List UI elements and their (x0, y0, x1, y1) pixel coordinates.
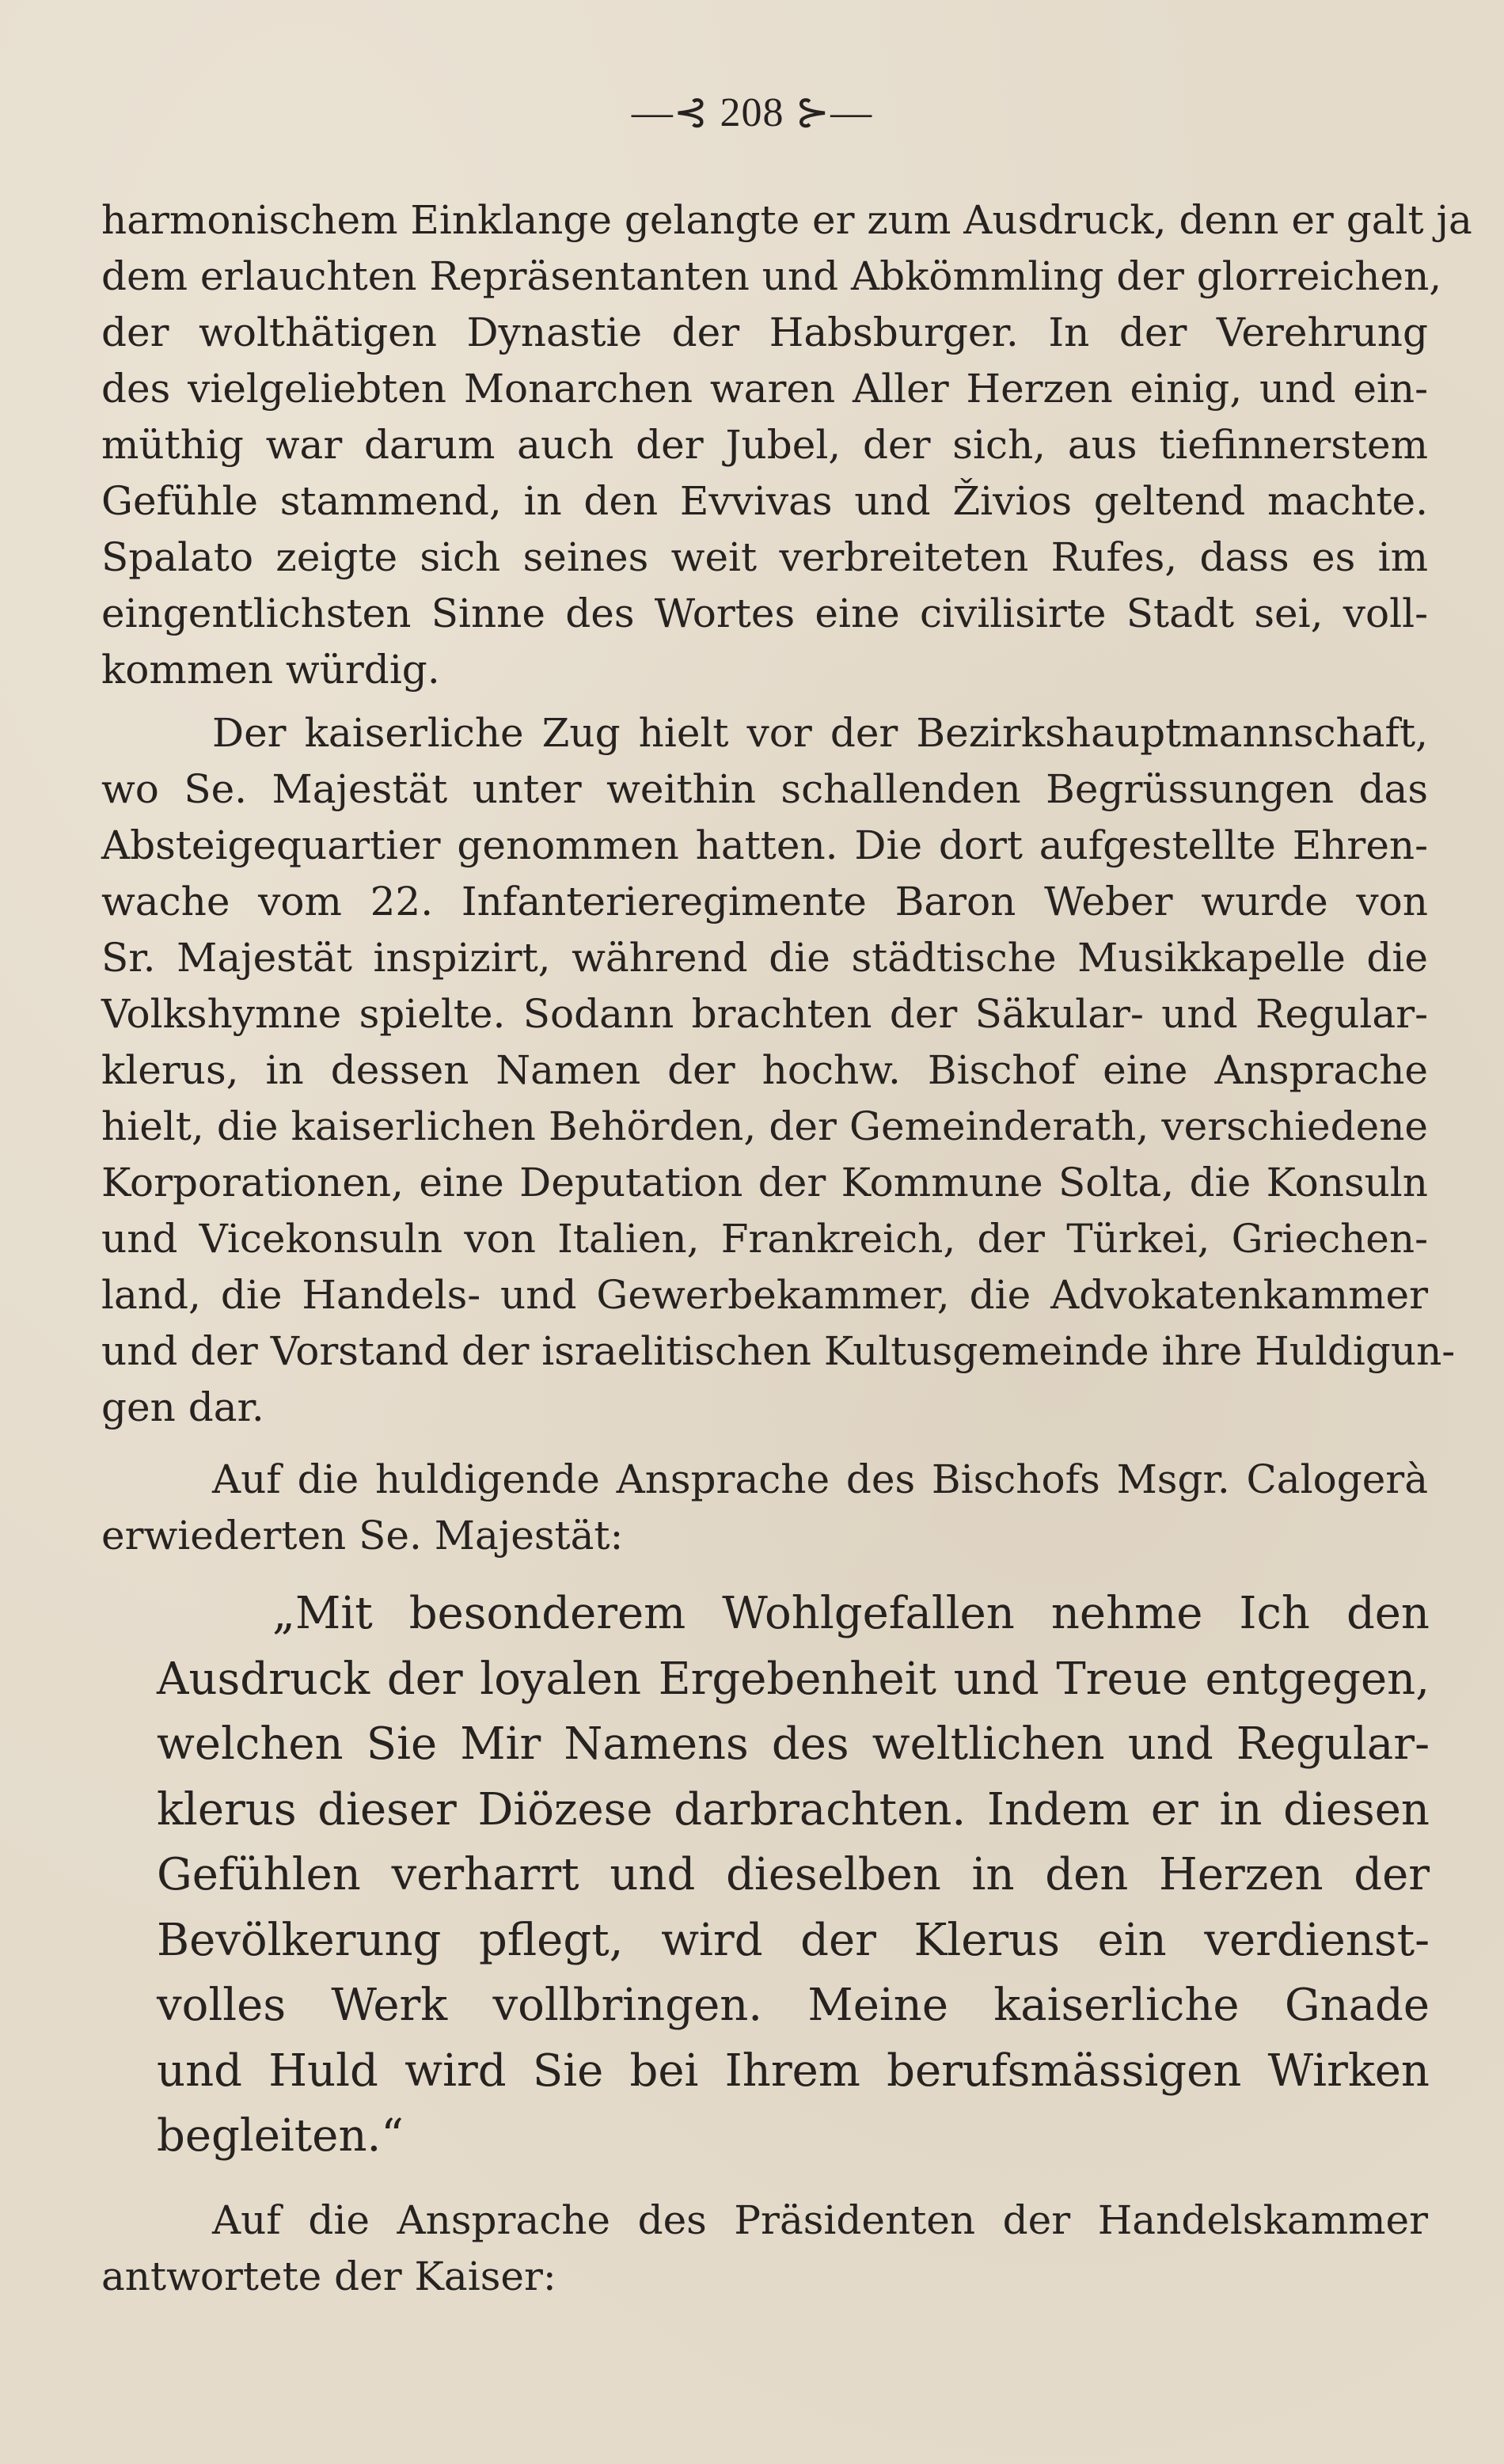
text-line: Sr. Majestät inspizirt, während die städtische Musikkapelle die (101, 935, 1428, 981)
text-line: antwortete der Kaiser: (101, 2253, 556, 2299)
quote-line: Bevölkerung pflegt, wird der Klerus ein verdienst- (157, 1914, 1430, 1966)
text-line: Der kaiserliche Zug hielt vor der Bezirkshauptmannschaft, (212, 710, 1428, 756)
quoted-speech (157, 1581, 1430, 2170)
text-line: und Vicekonsuln von Italien, Frankreich, der Türkei, Griechen- (101, 1216, 1428, 1262)
text-line: wo Se. Majestät unter weithin schallenden Begrüssungen das (101, 766, 1428, 812)
text-line: Gefühle stammend, in den Evvivas und Živios geltend machte. (101, 478, 1428, 524)
text-line: harmonischem Einklange gelangte er zum Ausdruck, denn er galt ja (101, 197, 1472, 243)
text-line: kommen würdig. (101, 647, 440, 693)
text-line: der wolthätigen Dynastie der Habsburger. In der Verehrung (101, 309, 1428, 355)
text-line: Auf die huldigende Ansprache des Bischofs Msgr. Calogerà (212, 1456, 1428, 1502)
page-number: —⊰ 208 ⊱— (631, 90, 873, 135)
quote-line: begleiten.“ (157, 2110, 404, 2162)
text-line: müthig war darum auch der Jubel, der sich, aus tiefinnerstem (101, 422, 1428, 468)
paragraph-5 (101, 2193, 1428, 2305)
text-line: gen dar. (101, 1384, 264, 1430)
text-line: land, die Handels- und Gewerbekammer, die Advokatenkammer (101, 1272, 1428, 1318)
text-line: und der Vorstand der israelitischen Kultusgemeinde ihre Huldigun- (101, 1328, 1456, 1374)
text-line: Absteigequartier genommen hatten. Die dort aufgestellte Ehren- (101, 822, 1428, 868)
text-line: erwiederten Se. Majestät: (101, 1513, 624, 1559)
text-line: dem erlauchten Repräsentanten und Abkömmling der glorreichen, (101, 253, 1442, 299)
quote-line: klerus dieser Diözese darbrachten. Indem er in diesen (157, 1783, 1430, 1836)
text-line: Korporationen, eine Deputation der Kommune Solta, die Konsuln (101, 1160, 1428, 1205)
text-line: klerus, in dessen Namen der hochw. Bischof eine Ansprache (101, 1047, 1428, 1093)
text-line: eingentlichsten Sinne des Wortes eine civilisirte Stadt sei, voll- (101, 590, 1428, 636)
quote-line: volles Werk vollbringen. Meine kaiserliche Gnade (157, 1980, 1430, 2031)
paragraph-1 (101, 192, 1472, 698)
quote-line: und Huld wird Sie bei Ihrem berufsmässigen Wirken (157, 2044, 1430, 2097)
quote-line: Gefühlen verharrt und dieselben in den Herzen der (157, 1849, 1430, 1900)
text-line: Auf die Ansprache des Präsidenten der Handelskammer (212, 2197, 1428, 2243)
quote-line: „Mit besonderem Wohlgefallen nehme Ich den (272, 1588, 1430, 1639)
text-line: Spalato zeigte sich seines weit verbreiteten Rufes, dass es im (101, 534, 1428, 580)
text-line: des vielgeliebten Monarchen waren Aller Herzen einig, und ein- (101, 366, 1428, 412)
quote-line: Ausdruck der loyalen Ergebenheit und Treue entgegen, (157, 1653, 1430, 1705)
text-line: Volkshymne spielte. Sodann brachten der Säkular- und Regular- (101, 991, 1428, 1037)
text-line: hielt, die kaiserlichen Behörden, der Gemeinderath, verschiedene (101, 1103, 1428, 1149)
quote-line: welchen Sie Mir Namens des weltlichen und Regular- (157, 1718, 1430, 1770)
paragraph-3 (101, 1452, 1428, 1564)
text-line: wache vom 22. Infanterieregimente Baron Weber wurde von (101, 879, 1428, 924)
paragraph-2 (101, 705, 1456, 1436)
